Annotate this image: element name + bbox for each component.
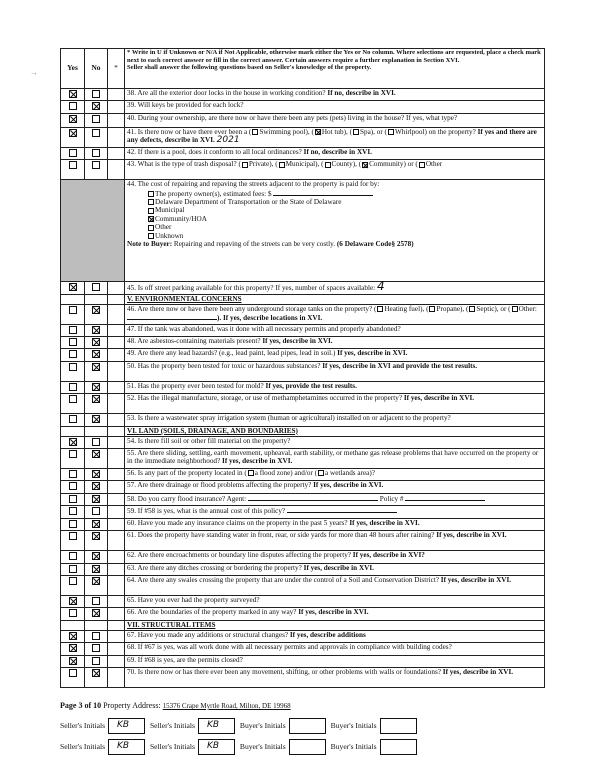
yes-checkbox-69[interactable] [69, 657, 77, 665]
answer-cell-yes [61, 595, 85, 607]
star-cell[interactable] [108, 643, 125, 655]
star-cell[interactable] [108, 127, 125, 147]
answer-cell-no [85, 436, 108, 448]
star-cell[interactable] [108, 361, 125, 381]
question-42: 42. If there is a pool, does it conform to all local ordinances? If no, describe in XVI. [125, 147, 545, 159]
answer-cell-no [85, 282, 108, 294]
answer-cell-yes [61, 361, 85, 381]
yes-checkbox-68[interactable] [69, 644, 77, 652]
answer-cell-yes [61, 449, 85, 469]
question-47: 47. If the tank was abandoned, was it done with all necessary permits and properly abandoned? [125, 324, 545, 336]
answer-cell-yes [61, 518, 85, 530]
option-other: Other [127, 223, 542, 231]
trash-municipal-checkbox[interactable] [279, 162, 285, 168]
answer-cell-yes [61, 563, 85, 575]
answer-cell-yes [61, 630, 85, 642]
question-38: 38. Are all the exterior door locks in the house in working condition? If no, describe in XVI. [125, 89, 545, 101]
yes-checkbox-49[interactable] [69, 350, 77, 358]
septic-checkbox[interactable] [469, 306, 475, 312]
question-row-56 [61, 469, 545, 481]
answer-cell-yes [61, 481, 85, 493]
answer-cell-yes [61, 667, 85, 687]
buyer-initials-label: Buyer's Initials [330, 741, 377, 751]
star-cell[interactable] [108, 630, 125, 642]
municipal-checkbox[interactable] [148, 208, 154, 214]
answer-cell-no [85, 643, 108, 655]
yes-checkbox-46[interactable] [69, 306, 77, 314]
no-checkbox-51[interactable] [92, 383, 100, 391]
yes-checkbox-60[interactable] [69, 520, 77, 528]
property-address-label: Property Address: [103, 701, 161, 710]
answer-cell-no [85, 361, 108, 381]
star-cell[interactable] [108, 551, 125, 563]
answer-cell-yes [61, 608, 85, 620]
answer-cell-no [85, 113, 108, 127]
answer-cell-no [85, 506, 108, 518]
seller-initials-box[interactable] [108, 739, 145, 755]
yes-checkbox-64[interactable] [69, 577, 77, 585]
no-checkbox-63[interactable] [92, 565, 100, 573]
question-61: 61. Does the property have standing water in front, rear, or side yards for more than 48 hours after raining? If yes, describe in XVI. [125, 531, 545, 551]
question-row-45 [61, 282, 545, 294]
question-row-50 [61, 361, 545, 381]
answer-cell-yes [61, 89, 85, 101]
yes-checkbox-40[interactable] [69, 115, 77, 123]
buyer-initials-label: Buyer's Initials [239, 720, 286, 730]
answer-cell-no [85, 160, 108, 180]
answer-cell-no [85, 469, 108, 481]
propane-checkbox[interactable] [429, 306, 435, 312]
answer-cell-yes [61, 324, 85, 336]
answer-cell-yes [61, 147, 85, 159]
question-63: 63. Are there any ditches crossing or bordering the property? If yes, describe in XVI. [125, 563, 545, 575]
answer-cell-no [85, 394, 108, 414]
answer-cell-yes [61, 337, 85, 349]
yes-checkbox-42[interactable] [69, 149, 77, 157]
star-cell[interactable] [108, 667, 125, 687]
buyer-initials-label: Buyer's Initials [239, 741, 286, 751]
spa-checkbox[interactable] [353, 129, 359, 135]
question-row-64 [61, 575, 545, 595]
other-checkbox[interactable] [148, 225, 154, 231]
star-cell[interactable] [108, 414, 125, 426]
yes-checkbox-45[interactable] [69, 283, 77, 291]
yes-checkbox-51[interactable] [69, 383, 77, 391]
flood-zone-checkbox[interactable] [248, 470, 254, 476]
answer-cell-yes [61, 414, 85, 426]
answer-cell-yes [61, 113, 85, 127]
yes-checkbox-59[interactable] [69, 507, 77, 515]
star-cell[interactable] [108, 506, 125, 518]
answer-cell-no [85, 147, 108, 159]
no-checkbox-48[interactable] [92, 338, 100, 346]
initials-row-2 [60, 739, 420, 755]
yes-checkbox-54[interactable] [69, 438, 77, 446]
deldot-checkbox[interactable] [148, 199, 154, 205]
question-row-62 [61, 551, 545, 563]
star-cell[interactable] [108, 160, 125, 180]
no-checkbox-54[interactable] [92, 438, 100, 446]
star-cell[interactable] [108, 595, 125, 607]
answer-cell-no [85, 518, 108, 530]
question-row-66 [61, 608, 545, 620]
question-64: 64. Are there any swales crossing the property that are under the control of a Soil and Conservation District? If yes, describe in XVI. [125, 575, 545, 595]
answer-cell-yes [61, 655, 85, 667]
question-row-52 [61, 394, 545, 414]
no-checkbox-67[interactable] [92, 632, 100, 640]
answer-cell-yes [61, 531, 85, 551]
answer-cell-yes [61, 436, 85, 448]
yes-checkbox-58[interactable] [69, 495, 77, 503]
answer-cell-no [85, 531, 108, 551]
heating-fuel-checkbox[interactable] [377, 306, 383, 312]
question-45: 45. Is off street parking available for this property? If yes, number of spaces available: 4 [125, 282, 545, 294]
question-row-46 [61, 304, 545, 324]
no-header: No [85, 49, 108, 89]
no-checkbox-38[interactable] [92, 90, 100, 98]
question-68: 68. If #67 is yes, was all work done with all necessary permits and approvals in compliance with building codes? [125, 643, 545, 655]
yes-checkbox-62[interactable] [69, 552, 77, 560]
question-row-47 [61, 324, 545, 336]
answer-cell-yes [61, 575, 85, 595]
yes-checkbox-39[interactable] [69, 102, 77, 110]
no-checkbox-66[interactable] [92, 609, 100, 617]
no-checkbox-64[interactable] [92, 577, 100, 585]
star-cell[interactable] [108, 518, 125, 530]
star-cell[interactable] [108, 89, 125, 101]
hot-tub-checkbox[interactable] [315, 129, 321, 135]
no-checkbox-52[interactable] [92, 395, 100, 403]
unknown-checkbox[interactable] [148, 233, 154, 239]
question-60: 60. Have you made any insurance claims on the property in the past 5 years? If yes, describe in XVI. [125, 518, 545, 530]
yes-checkbox-41[interactable] [69, 129, 77, 137]
question-row-69 [61, 655, 545, 667]
owner-checkbox[interactable] [148, 191, 154, 197]
answer-cell-no [85, 481, 108, 493]
no-checkbox-60[interactable] [92, 520, 100, 528]
row-44 [61, 180, 545, 282]
star-header: * [108, 49, 125, 89]
question-row-67 [61, 630, 545, 642]
star-cell[interactable] [108, 113, 125, 127]
yes-checkbox-57[interactable] [69, 482, 77, 490]
question-row-39 [61, 101, 545, 113]
question-52: 52. Has the illegal manufacture, storage, or use of methamphetamines occurred in the property? If yes, describe in XVI. [125, 394, 545, 414]
yes-checkbox-53[interactable] [69, 415, 77, 423]
question-65: 65. Have you ever had the property surveyed? [125, 595, 545, 607]
option-municipal: Municipal [127, 206, 542, 214]
trash-other-checkbox[interactable] [419, 162, 425, 168]
swimming-pool-checkbox[interactable] [252, 129, 258, 135]
question-row-63 [61, 563, 545, 575]
answer-cell-yes [61, 506, 85, 518]
question-54: 54. Is there fill soil or other fill material on the property? [125, 436, 545, 448]
question-44: 44. The cost of repairing and repaving the streets adjacent to the property is paid for by: The property owner(s), estimated fees: $ Delaware Department of Transportation or the State of Delaware Municipal Community/HOA Other Unknown Note to Buyer: Repairing and repaving of the streets can be very costly. (6 Delaware Code§ 2578) [125, 180, 545, 282]
page-number: Page 3 of 10 [60, 701, 102, 710]
handwritten-year: 2021 [216, 135, 240, 146]
property-address: 15376 Crape Myrtle Road, Milton, DE 19968 [162, 702, 291, 710]
question-row-60 [61, 518, 545, 530]
star-cell[interactable] [108, 531, 125, 551]
answer-cell-no [85, 337, 108, 349]
answer-cell-no [85, 667, 108, 687]
yes-checkbox-63[interactable] [69, 565, 77, 573]
answer-cell-no [85, 89, 108, 101]
yes-checkbox-55[interactable] [69, 450, 77, 458]
yes-checkbox-38[interactable] [69, 90, 77, 98]
no-checkbox-70[interactable] [92, 669, 100, 677]
star-cell[interactable] [108, 655, 125, 667]
seller-instruction: Seller shall answer the following questions based on Seller's knowledge of the property. [127, 64, 372, 72]
no-checkbox-42[interactable] [92, 149, 100, 157]
answer-cell-no [85, 630, 108, 642]
seller-signature-mark: KB [206, 720, 220, 730]
whirlpool-checkbox[interactable] [388, 129, 394, 135]
answer-cell-yes [61, 493, 85, 505]
question-58: 58. Do you carry flood insurance? Agent: Policy # [125, 493, 545, 505]
answer-cell-yes [61, 304, 85, 324]
question-49: 49. Are there any lead hazards? (e.g., lead paint, lead pipes, lead in soil.) If yes, describe in XVI. [125, 349, 545, 361]
yes-checkbox-70[interactable] [69, 669, 77, 677]
header-row [61, 49, 545, 89]
seller-initials-label: Seller's Initials [149, 741, 195, 751]
trash-private-checkbox[interactable] [242, 162, 248, 168]
yes-checkbox-52[interactable] [69, 395, 77, 403]
answer-cell-no [85, 575, 108, 595]
star-cell[interactable] [108, 469, 125, 481]
no-checkbox-62[interactable] [92, 552, 100, 560]
answer-cell-no [85, 324, 108, 336]
question-57: 57. Are there drainage or flood problems affecting the property? If yes, describe in XVI. [125, 481, 545, 493]
no-checkbox-50[interactable] [92, 363, 100, 371]
answer-cell-no [85, 563, 108, 575]
star-cell[interactable] [108, 436, 125, 448]
section-v-heading: V. ENVIRONMENTAL CONCERNS [125, 294, 545, 304]
no-checkbox-69[interactable] [92, 657, 100, 665]
star-cell[interactable] [108, 147, 125, 159]
yes-checkbox-66[interactable] [69, 609, 77, 617]
star-cell[interactable] [108, 449, 125, 469]
answer-cell-yes [61, 101, 85, 113]
no-checkbox-68[interactable] [92, 644, 100, 652]
question-39: 39. Will keys be provided for each lock? [125, 101, 545, 113]
option-deldot: Delaware Department of Transportation or the State of Delaware [127, 198, 542, 206]
question-69: 69. If #68 is yes, are the permits closed? [125, 655, 545, 667]
question-56: 56. Is any part of the property located in ( a flood zone) and/or ( a wetlands area)? [125, 469, 545, 481]
no-checkbox-59[interactable] [92, 507, 100, 515]
question-62: 62. Are there encroachments or boundary line disputes affecting the property? If yes, describe in XVI? [125, 551, 545, 563]
star-cell[interactable] [108, 481, 125, 493]
trash-county-checkbox[interactable] [325, 162, 331, 168]
answer-cell-yes [61, 381, 85, 393]
seller-initials-label: Seller's Initials [60, 720, 106, 730]
seller-initials-label: Seller's Initials [149, 720, 195, 730]
question-row-65 [61, 595, 545, 607]
question-row-54 [61, 436, 545, 448]
question-row-61 [61, 531, 545, 551]
question-row-59 [61, 506, 545, 518]
yes-checkbox-65[interactable] [69, 597, 77, 605]
seller-initials-box[interactable] [198, 739, 235, 755]
answer-cell-no [85, 655, 108, 667]
question-43: 43. What is the type of trash disposal? ( Private), ( Municipal), ( County), ( Community) or ( Other [125, 160, 545, 180]
section-vi-row [61, 426, 545, 436]
question-40: 40. During your ownership, are there now or have there been any pets (pets) living in the house? If yes, what type? [125, 113, 545, 127]
section-v-row [61, 294, 545, 304]
no-checkbox-57[interactable] [92, 482, 100, 490]
shaded-answer-cell [61, 180, 125, 282]
section-vii-heading: VII. STRUCTURAL ITEMS [125, 620, 545, 630]
star-cell[interactable] [108, 394, 125, 414]
star-cell[interactable] [108, 493, 125, 505]
tank-other-checkbox[interactable] [512, 306, 518, 312]
question-row-42 [61, 147, 545, 159]
question-row-55 [61, 449, 545, 469]
no-checkbox-58[interactable] [92, 495, 100, 503]
question-row-57 [61, 481, 545, 493]
answer-cell-no [85, 304, 108, 324]
question-row-48 [61, 337, 545, 349]
answer-cell-yes [61, 160, 85, 180]
yes-checkbox-56[interactable] [69, 470, 77, 478]
star-cell[interactable] [108, 304, 125, 324]
no-checkbox-49[interactable] [92, 350, 100, 358]
initials-row-1 [60, 718, 420, 734]
instructions-cell [125, 49, 545, 89]
answer-cell-yes [61, 469, 85, 481]
note-to-buyer: Note to Buyer: [127, 240, 173, 249]
seller-signature-mark: KB [117, 741, 130, 751]
question-row-41 [61, 127, 545, 147]
star-cell[interactable] [108, 349, 125, 361]
no-checkbox-47[interactable] [92, 326, 100, 334]
no-checkbox-53[interactable] [92, 415, 100, 423]
answer-cell-no [85, 381, 108, 393]
question-row-49 [61, 349, 545, 361]
question-row-70 [61, 667, 545, 687]
question-48: 48. Are asbestos-containing materials present? If yes, describe in XVI. [125, 337, 545, 349]
question-row-38 [61, 89, 545, 101]
question-70: 70. Is there now or has there ever been any movement, shifting, or other problems with walls or foundations? If yes, describe in XVI. [125, 667, 545, 687]
answer-cell-no [85, 449, 108, 469]
yes-checkbox-47[interactable] [69, 326, 77, 334]
question-59: 59. If #58 is yes, what is the annual cost of this policy? [125, 506, 545, 518]
no-checkbox-41[interactable] [92, 129, 100, 137]
option-owner: The property owner(s), estimated fees: $ [127, 189, 542, 198]
section-vi-heading: VI. LAND (SOILS, DRAINAGE, AND BOUNDARIES) [125, 426, 545, 436]
wetlands-checkbox[interactable] [318, 470, 324, 476]
star-cell[interactable] [108, 563, 125, 575]
option-unknown: Unknown [127, 232, 542, 240]
section-vii-row [61, 620, 545, 630]
handwritten-spaces: 4 [376, 279, 385, 294]
star-cell[interactable] [108, 337, 125, 349]
buyer-initials-box[interactable] [380, 718, 417, 734]
answer-cell-no [85, 414, 108, 426]
question-55: 55. Are there sliding, settling, earth movement, upheaval, earth stability, or methane gas release problems that have occurred on the property or in the immediate neighborhood? If yes, describe in XVI. [125, 449, 545, 469]
question-41: 41. Is there now or have there ever been a ( Swimming pool), ( Hot tub), ( Spa), or ( Whirlpool) on the property? If yes and there are any defects, describe in XVI. 2021 [125, 127, 545, 147]
answer-cell-no [85, 595, 108, 607]
yes-checkbox-61[interactable] [69, 532, 77, 540]
buyer-initials-label: Buyer's Initials [330, 720, 377, 730]
no-checkbox-40[interactable] [92, 115, 100, 123]
no-checkbox-56[interactable] [92, 470, 100, 478]
instructions-text: * Write in U if Unknown or N/A if Not Applicable, otherwise mark either the Yes or No column. Where selections are requested, place a check mark next to each correct answer or fill in the correct answer. Certain answers require a further explanation in Section XVI. [127, 49, 541, 64]
answer-cell-no [85, 127, 108, 147]
answer-cell-no [85, 101, 108, 113]
answer-cell-yes [61, 394, 85, 414]
yes-checkbox-48[interactable] [69, 338, 77, 346]
buyer-initials-box[interactable] [380, 739, 417, 755]
question-53: 53. Is there a wastewater spray irrigation system (human or agricultural) installed on or adjacent to the property? [125, 414, 545, 426]
margin-mark: → [30, 68, 38, 77]
questions-table [60, 48, 545, 688]
buyer-initials-box[interactable] [289, 739, 326, 755]
question-46: 46. Are there now or have there been any underground storage tanks on the property? ( Heating fuel), ( Propane), ( Septic), or ( Other: ). If yes, describe locations in XVI. [125, 304, 545, 324]
answer-cell-yes [61, 349, 85, 361]
seller-initials-box[interactable] [198, 718, 235, 734]
question-row-51 [61, 381, 545, 393]
star-cell[interactable] [108, 608, 125, 620]
answer-cell-no [85, 493, 108, 505]
seller-initials-label: Seller's Initials [60, 741, 106, 751]
yes-checkbox-67[interactable] [69, 632, 77, 640]
answer-cell-no [85, 551, 108, 563]
question-row-53 [61, 414, 545, 426]
yes-checkbox-43[interactable] [69, 161, 77, 169]
page-footer [60, 701, 550, 710]
no-checkbox-55[interactable] [92, 450, 100, 458]
disclosure-form [60, 48, 544, 688]
no-checkbox-65[interactable] [92, 597, 100, 605]
trash-community-checkbox[interactable] [362, 162, 368, 168]
question-50: 50. Has the property been tested for toxic or hazardous substances? If yes, describe in XVI and provide the test results. [125, 361, 545, 381]
star-cell[interactable] [108, 282, 125, 294]
question-row-68 [61, 643, 545, 655]
no-checkbox-61[interactable] [92, 532, 100, 540]
question-51: 51. Has the property ever been tested for mold? If yes, provide the test results. [125, 381, 545, 393]
question-row-43 [61, 160, 545, 180]
answer-cell-yes [61, 551, 85, 563]
answer-cell-yes [61, 643, 85, 655]
answer-cell-yes [61, 282, 85, 294]
seller-initials-box[interactable] [108, 718, 145, 734]
no-checkbox-39[interactable] [92, 102, 100, 110]
question-66: 66. Are the boundaries of the property marked in any way? If yes, describe in XVI. [125, 608, 545, 620]
answer-cell-yes [61, 127, 85, 147]
yes-header: Yes [61, 49, 85, 89]
community-hoa-checkbox[interactable] [148, 216, 154, 222]
star-cell[interactable] [108, 575, 125, 595]
question-row-58 [61, 493, 545, 505]
seller-signature-mark: KB [117, 720, 130, 730]
star-cell[interactable] [108, 101, 125, 113]
no-checkbox-43[interactable] [92, 161, 100, 169]
yes-checkbox-50[interactable] [69, 363, 77, 371]
star-cell[interactable] [108, 381, 125, 393]
answer-cell-no [85, 349, 108, 361]
option-community-hoa: Community/HOA [127, 215, 542, 223]
question-67: 67. Have you made any additions or structural changes? If yes, describe additions [125, 630, 545, 642]
star-cell[interactable] [108, 324, 125, 336]
seller-signature-mark: KB [206, 741, 220, 751]
no-checkbox-45[interactable] [92, 283, 100, 291]
buyer-initials-box[interactable] [289, 718, 326, 734]
no-checkbox-46[interactable] [92, 306, 100, 314]
answer-cell-no [85, 608, 108, 620]
question-row-40 [61, 113, 545, 127]
